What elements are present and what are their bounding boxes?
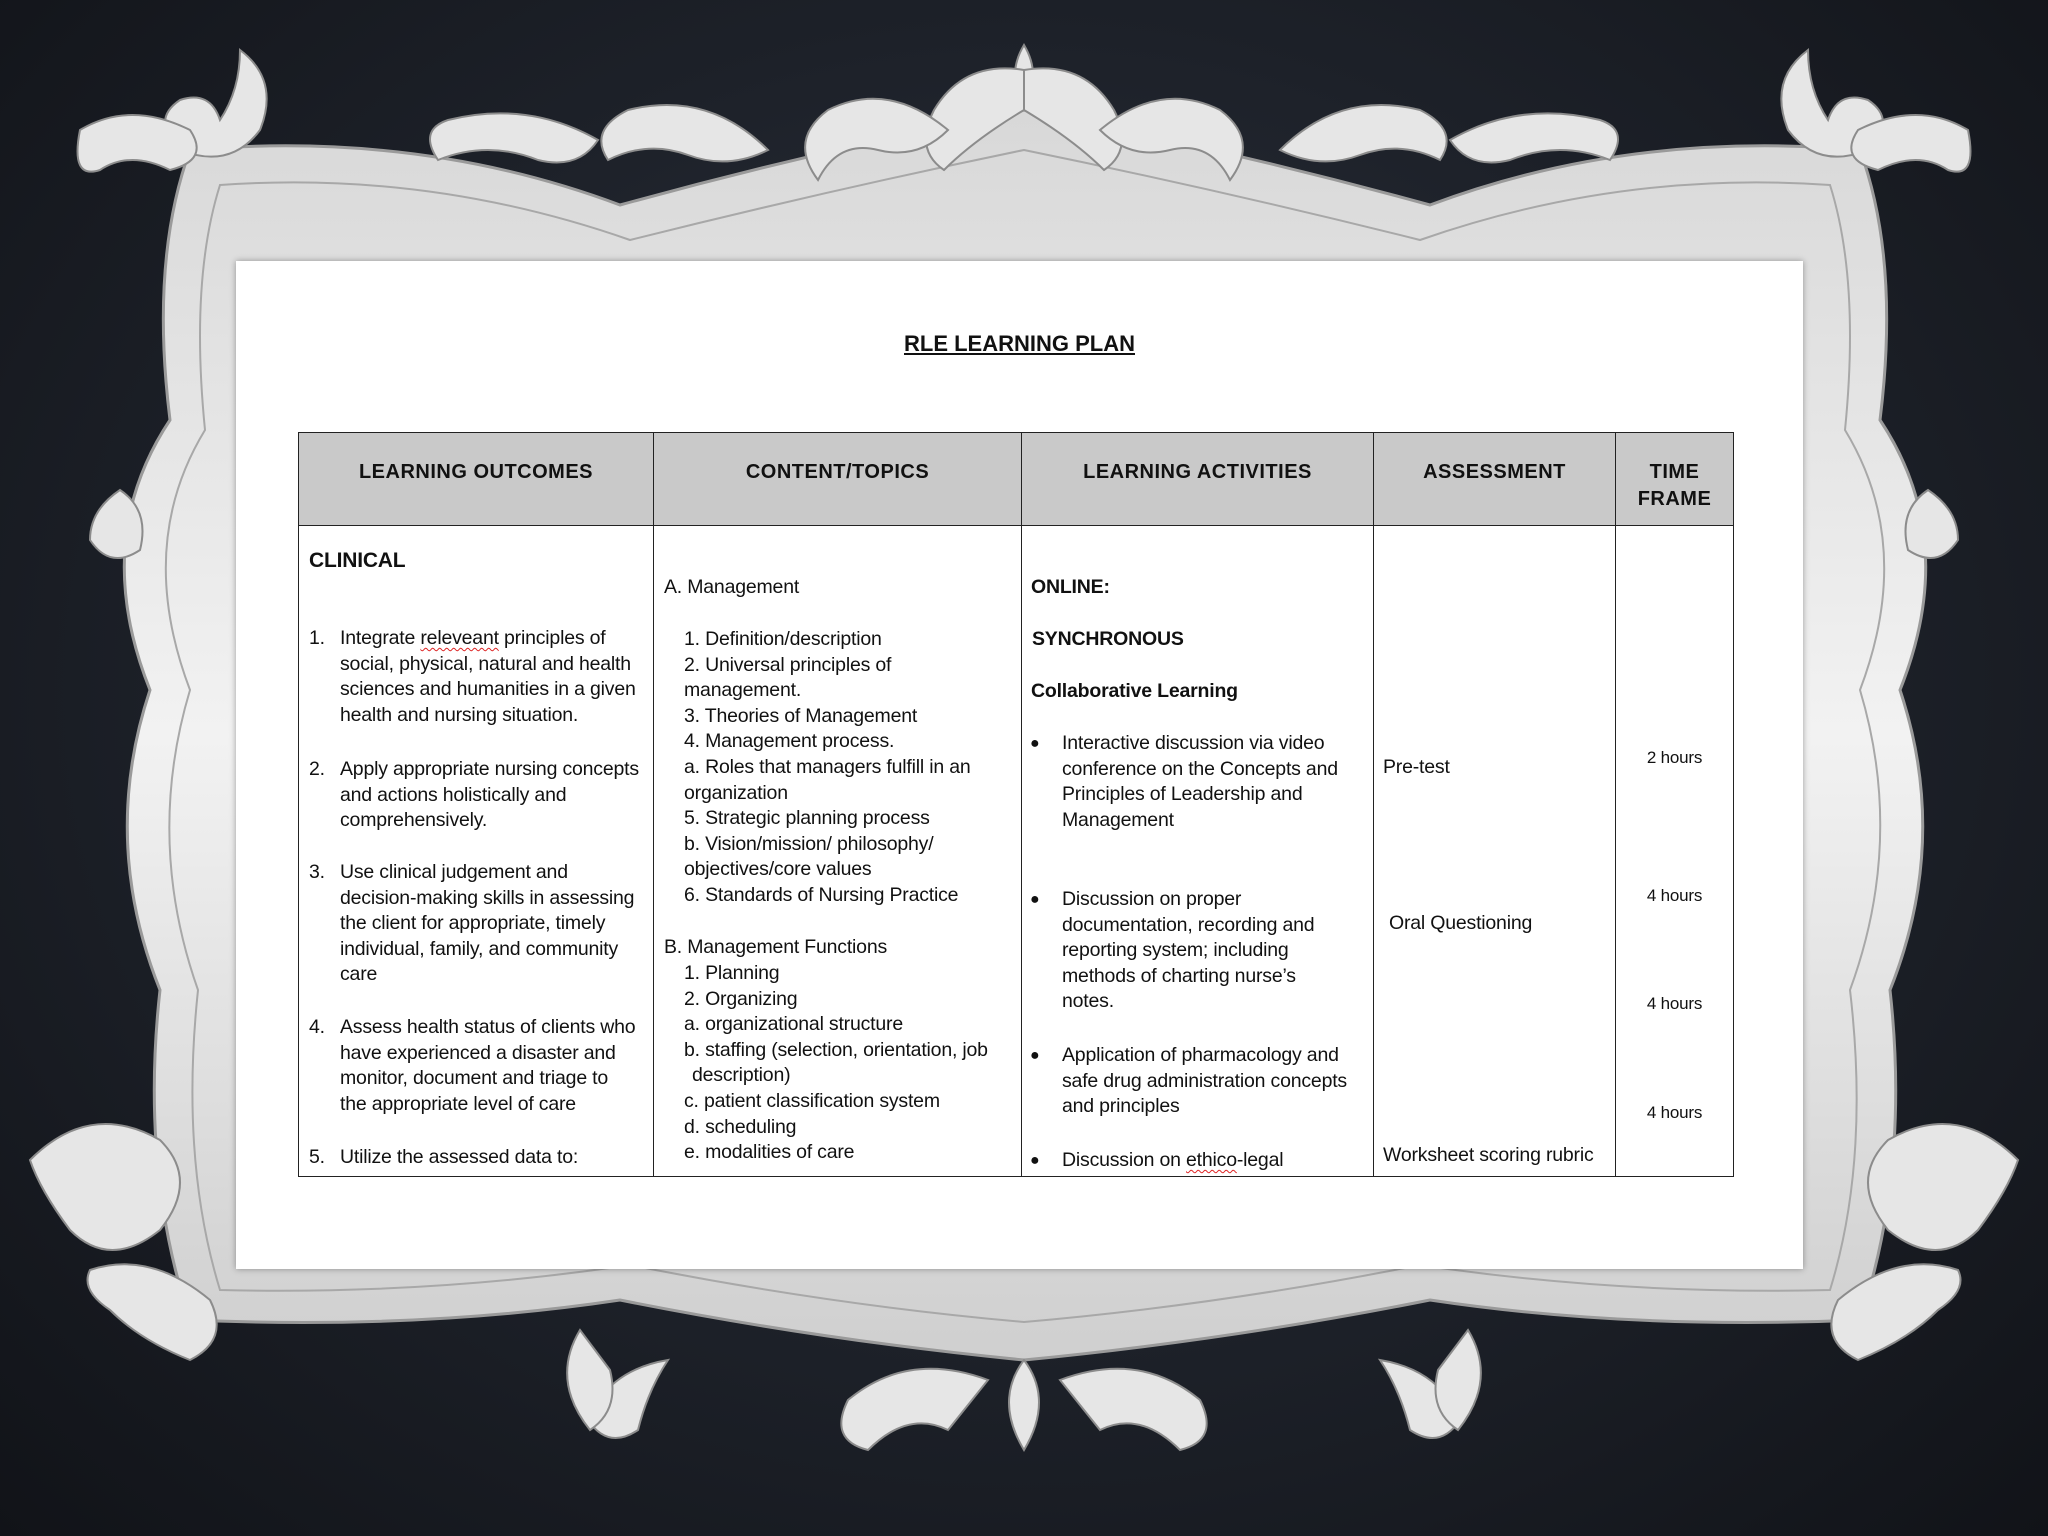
list-item: e. modalities of care	[684, 1141, 855, 1164]
outcome-number: 2.	[309, 758, 325, 780]
spelling-flagged-word: releveant	[420, 627, 499, 649]
document-page	[236, 261, 1803, 1269]
activity-bullet	[1030, 887, 1350, 1015]
outcome-text: Assess health status of clients who have experienced a disaster and monitor, document and triage to the appropriate level of care	[340, 1016, 636, 1115]
header-learning-outcomes: LEARNING OUTCOMES	[299, 433, 654, 526]
list-item: description)	[692, 1064, 791, 1087]
time-frame-item: 2 hours	[1646, 748, 1703, 767]
list-item: 3. Theories of Management	[684, 704, 918, 727]
outcome-number: 5.	[309, 1146, 325, 1168]
outcome-text: Use clinical judgement and decision-making skills in assessing the client for appropriate, timely individual, family, and community care	[340, 861, 635, 986]
list-item: organization	[684, 781, 788, 804]
list-item: d. scheduling	[684, 1115, 797, 1138]
content-heading-a: A. Management	[664, 576, 800, 598]
activity-type: SYNCHRONOUS	[1032, 628, 1184, 650]
list-item: 6. Standards of Nursing Practice	[684, 883, 959, 906]
outcomes-cell	[299, 526, 654, 1177]
bullet-icon: ●	[1030, 891, 1040, 908]
learning-plan-table	[298, 432, 1734, 1177]
header-learning-activities: LEARNING ACTIVITIES	[1022, 433, 1374, 526]
activity-method: Collaborative Learning	[1031, 680, 1238, 702]
activity-mode: ONLINE:	[1031, 576, 1110, 598]
outcome-item	[309, 757, 639, 834]
list-item: b. Vision/mission/ philosophy/	[684, 832, 934, 855]
activity-text: Interactive discussion via video conference on the Concepts and Principles of Leadership and Management	[1062, 732, 1338, 831]
header-time-frame: TIME FRAME	[1616, 433, 1734, 526]
list-item: management.	[684, 679, 802, 702]
outcome-number: 3.	[309, 861, 325, 883]
outcome-text-pre: Integrate	[340, 627, 421, 649]
time-frame-item: 4 hours	[1646, 886, 1703, 905]
header-content-topics: CONTENT/TOPICS	[654, 433, 1022, 526]
time-frame-item: 4 hours	[1646, 994, 1703, 1013]
spelling-flagged-word: ethico	[1186, 1149, 1237, 1171]
assessment-item: Worksheet scoring rubric	[1383, 1144, 1594, 1166]
list-item: b. staffing (selection, orientation, job	[684, 1038, 988, 1061]
outcome-item	[309, 860, 639, 988]
activity-bullet	[1030, 731, 1350, 833]
list-item: c. patient classification system	[684, 1089, 940, 1112]
document-title: RLE LEARNING PLAN	[904, 331, 1135, 356]
table-row	[299, 526, 1734, 1177]
outcome-number: 4.	[309, 1016, 325, 1038]
time-frame-item: 4 hours	[1646, 1103, 1703, 1122]
table-header-row	[299, 433, 1734, 526]
activity-text: Discussion on proper documentation, recording and reporting system; including methods of charting nurse’s notes.	[1062, 888, 1315, 1013]
bullet-icon: ●	[1030, 735, 1040, 752]
list-item: 1. Planning	[684, 962, 780, 984]
list-item: 2. Universal principles of	[684, 653, 892, 676]
outcome-item	[309, 1015, 639, 1117]
content-list-b	[684, 961, 1014, 1166]
list-item: 5. Strategic planning process	[684, 807, 930, 830]
content-cell	[654, 526, 1022, 1177]
activity-bullet	[1030, 1043, 1350, 1120]
content-list-a	[684, 627, 1014, 909]
activity-bullet	[1030, 1148, 1350, 1174]
time-frame-cell	[1616, 526, 1734, 1177]
activity-text: Application of pharmacology and safe drug administration concepts and principles	[1062, 1044, 1347, 1118]
assessment-item: Oral Questioning	[1389, 912, 1533, 934]
assessment-cell	[1374, 526, 1616, 1177]
outcome-item	[309, 626, 639, 728]
bullet-icon: ●	[1030, 1152, 1040, 1169]
list-item: a. Roles that managers fulfill in an	[684, 755, 971, 778]
list-item: 4. Management process.	[684, 730, 895, 753]
list-item: 2. Organizing	[684, 987, 798, 1010]
content-heading-b: B. Management Functions	[664, 936, 888, 958]
activity-text-pre: Discussion on	[1062, 1149, 1187, 1171]
outcome-text: Apply appropriate nursing concepts and actions holistically and comprehensively.	[340, 758, 639, 832]
outcomes-section-heading: CLINICAL	[309, 549, 406, 572]
list-item: 1. Definition/description	[684, 628, 882, 650]
header-assessment: ASSESSMENT	[1374, 433, 1616, 526]
outcome-text-post: principles of social, physical, natural and health sciences and humanities in a given health and nursing situation.	[340, 627, 636, 726]
list-item: a. organizational structure	[684, 1013, 903, 1036]
bullet-icon: ●	[1030, 1047, 1040, 1064]
outcome-number: 1.	[309, 627, 325, 649]
activity-text-post: -legal	[1236, 1149, 1284, 1171]
assessment-item: Pre-test	[1383, 756, 1450, 778]
outcome-item	[309, 1145, 639, 1171]
outcome-text: Utilize the assessed data to:	[340, 1146, 579, 1168]
activities-cell	[1022, 526, 1374, 1177]
list-item: objectives/core values	[684, 858, 872, 881]
